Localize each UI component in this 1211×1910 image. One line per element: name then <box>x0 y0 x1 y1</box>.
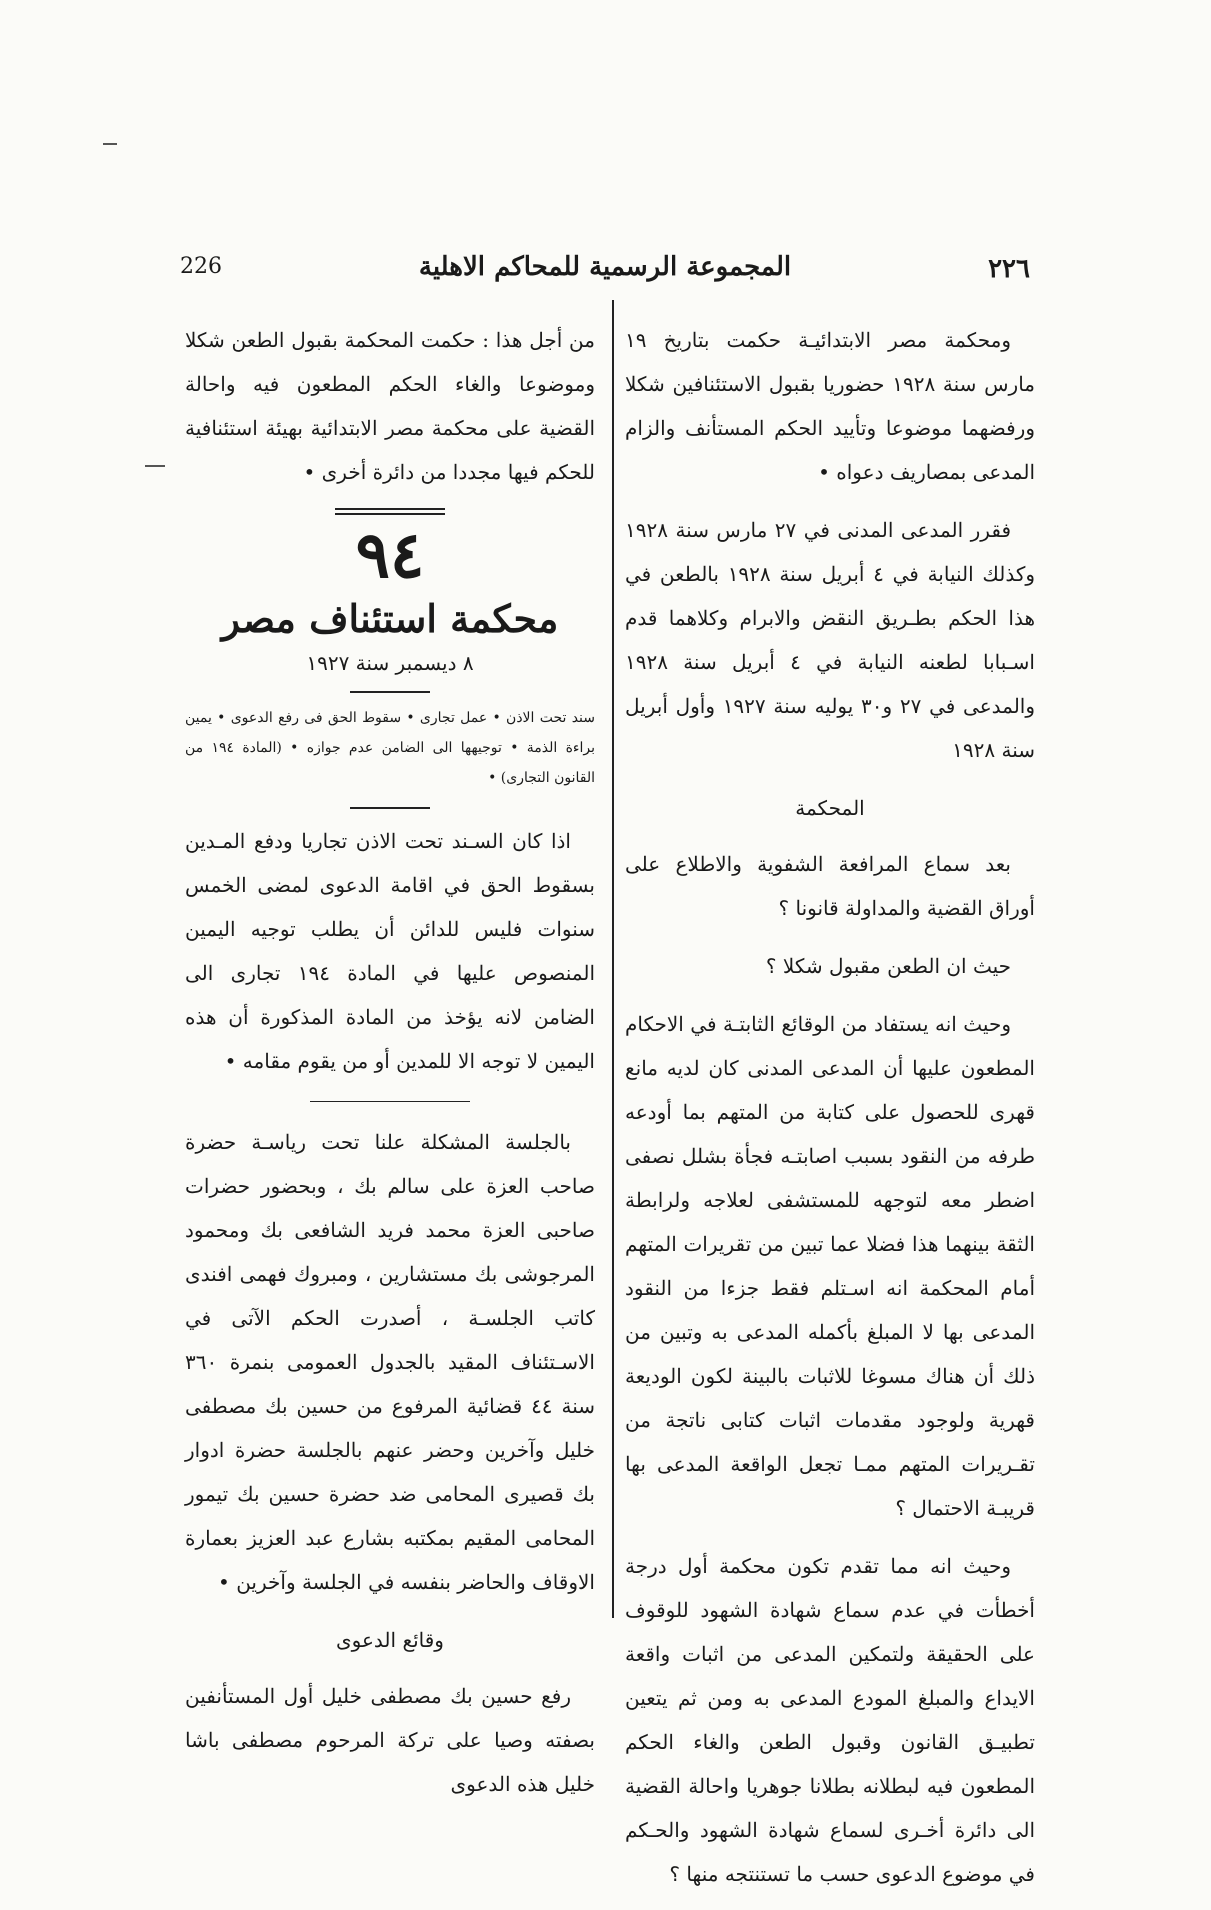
paragraph: حيث ان الطعن مقبول شكلا ؟ <box>765 954 1011 978</box>
divider <box>350 691 430 693</box>
paragraph: ومحكمة مصر الابتدائيـة حكمت بتاريخ ١٩ مارس سنة ١٩٢٨ حضوريا بقبول الاستئنافين شكلا ورفضهما موضوعا وتأييد الحكم المستأنف والزام المدعى بمصاريف دعواه • <box>625 328 1035 484</box>
paragraph: فقرر المدعى المدنى في ٢٧ مارس سنة ١٩٢٨ وكذلك النيابة في ٤ أبريل سنة ١٩٢٨ بالطعن في هذا الحكم بطـريق النقض والابرام وكلاهما قدم اسـبابا لطعنه النيابة في ٤ أبريل سنة ١٩٢٨ والمدعى في ٢٧ و٣٠ يوليه سنة ١٩٢٧ وأول أبريل سنة ١٩٢٨ <box>625 518 1036 762</box>
paragraph: وحيث انه مما تقدم تكون محكمة أول درجة أخطأت في عدم سماع شهادة الشهود للوقوف على الحقيقة ولتمكين المدعى من اثبات واقعة الايداع والمبلغ المودع المدعى به ومن ثم يتعين تطبيـق القانون وقبول الطعن والغاء الحكم المطعون فيه لبطلانه بطلانا جوهريا واحالة القضية الى دائرة أخـرى لسماع شهادة الشهود والحـكم في موضوع الدعوى حسب ما تستنتجه منها ؟ <box>625 1554 1035 1886</box>
right-column <box>625 318 1035 1910</box>
ruling-paragraph: من أجل هذا : حكمت المحكمة بقبول الطعن شكلا وموضوعا والغاء الحكم المطعون فيه واحالة القضية على محكمة مصر الابتدائية بهيئة استئنافية للحكم فيها مجددا من دائرة أخرى • <box>185 328 595 484</box>
case-date: ٨ ديسمبر سنة ١٩٢٧ <box>306 651 474 675</box>
facts-heading: وقائع الدعوى <box>336 1628 444 1652</box>
divider <box>350 807 430 809</box>
paragraph: وحيث انه يستفاد من الوقائع الثابتـة في الاحكام المطعون عليها أن المدعى المدنى كان لديه مانع قهرى للحصول على كتابة من المتهم بما أودعه طرفه من النقود بسبب اصابتـه فجأة بشلل نصفى اضطر معه لتوجهه للمستشفى لعلاجه ولرابطة الثقة بينهما هذا فضلا عما تبين من تقريرات المتهم أمام المحكمة انه اسـتلم فقط جزءا من النقود المدعى بها لا المبلغ بأكمله المدعى به وتبين من ذلك أن هناك مسوغا للاثبات بالبينة لكون الوديعة قهرية ولوجود مقدمات اثبات كتابى ناتجة من تقـريرات المتهم ممـا تجعل الواقعة المدعى بها قريبـة الاحتمال ؟ <box>625 1012 1035 1520</box>
facts-paragraph: رفع حسين بك مصطفى خليل أول المستأنفين بصفته وصيا على تركة المرحوم مصطفى باشا خليل هذه الدعوى <box>185 1684 595 1796</box>
margin-mark <box>103 143 117 145</box>
case-number: ٩٤ <box>355 518 425 593</box>
page-number-arabic: ٢٢٦ <box>988 254 1030 284</box>
court-heading: المحكمة <box>795 796 865 820</box>
page-number-latin: 226 <box>180 254 222 279</box>
page-header <box>180 250 1030 290</box>
section-divider <box>335 508 445 515</box>
running-title: المجموعة الرسمية للمحاكم الاهلية <box>418 252 792 282</box>
divider <box>310 1101 470 1102</box>
column-divider <box>612 300 614 1618</box>
session-paragraph: بالجلسة المشكلة علنا تحت رياسـة حضرة صاحب العزة على سالم بك ، وبحضور حضرات صاحبى العزة محمد فريد الشافعى بك ومحمود المرجوشى بك مستشارين ، ومبروك فهمى افندى كاتب الجلسـة ، أصدرت الحكم الآتى في الاسـتئناف المقيد بالجدول العمومى بنمرة ٣٦٠ سنة ٤٤ قضائية المرفوع من حسين بك مصطفى خليل وآخرين وحضر عنهم بالجلسة حضرة ادوار بك قصيرى المحامى ضد حضرة حسين بك تيمور المحامى المقيم بمكتبه بشارع عبد العزيز بعمارة الاوقاف والحاضر بنفسه في الجلسة وآخرين • <box>185 1130 595 1594</box>
court-name: محكمة استئناف مصر <box>221 596 559 641</box>
left-column <box>185 318 595 1820</box>
paragraph: بعد سماع المرافعة الشفوية والاطلاع على أوراق القضية والمداولة قانونا ؟ <box>625 852 1035 920</box>
margin-mark <box>145 465 165 467</box>
legal-principle: اذا كان السـند تحت الاذن تجاريا ودفع المـدين بسقوط الحق في اقامة الدعوى لمضى الخمس سنوات فليس للدائن أن يطلب توجيه اليمين المنصوص عليها في المادة ١٩٤ تجارى الى الضامن لانه يؤخذ من المادة المذكورة أن هذه اليمين لا توجه الا للمدين أو من يقوم مقامه • <box>185 829 595 1073</box>
case-summary: سند تحت الاذن • عمل تجارى • سقوط الحق فى رفع الدعوى • يمين براءة الذمة • توجيهها الى الضامن عدم جوازه • (المادة ١٩٤ من القانون التجارى) • <box>185 710 596 786</box>
